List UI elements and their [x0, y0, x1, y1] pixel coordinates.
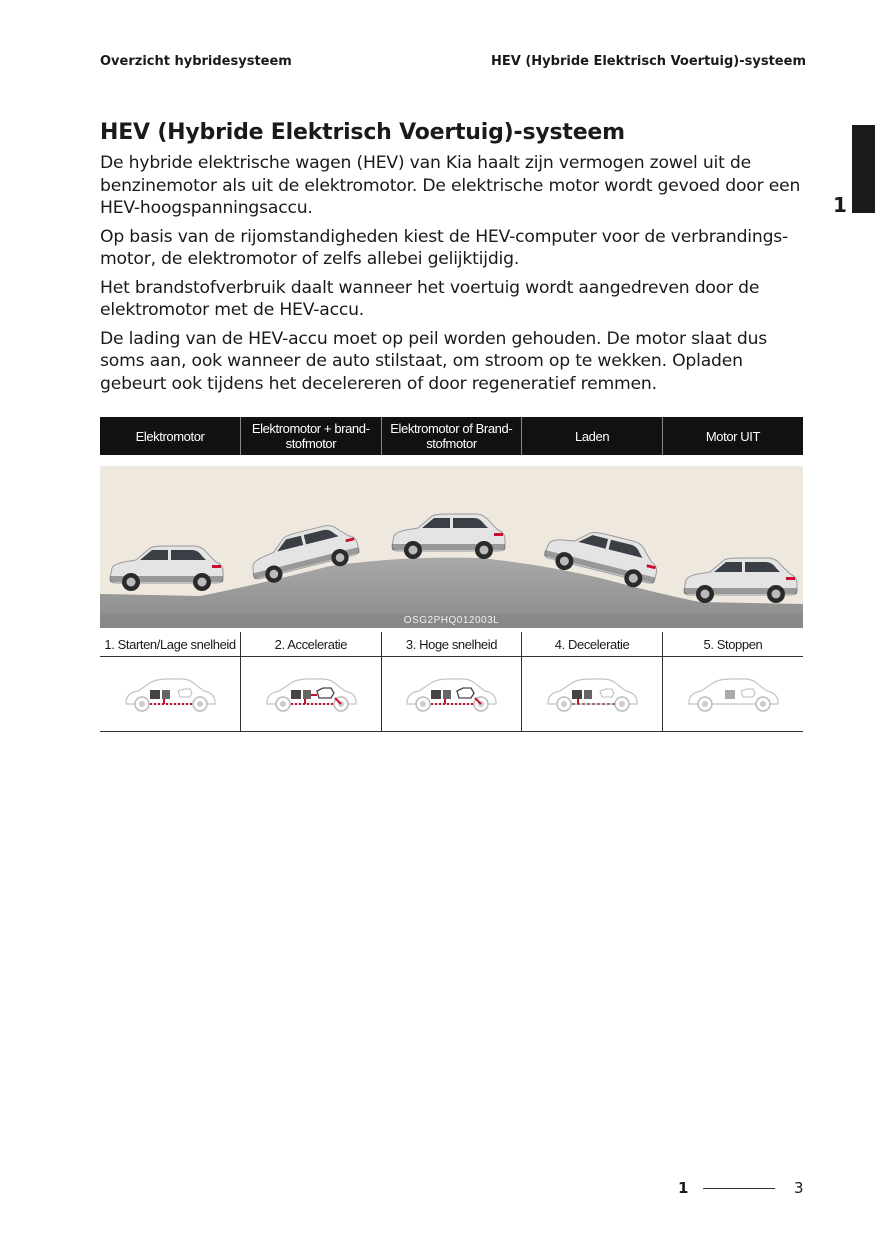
page-title: HEV (Hybride Elektrisch Voertuig)-systeem: [100, 120, 625, 145]
image-reference-code: OSG2PHQ012003L: [100, 614, 803, 628]
running-header-left: Overzicht hybridesysteem: [100, 54, 292, 69]
mode-header-combined: Elektromotor + brandstofmotor: [241, 417, 382, 455]
phase-label: 3. Hoge snelheid: [381, 632, 522, 657]
paragraph: De hybride elektrische wagen (HEV) van Kia haalt zijn vermogen zowel uit de benzinemotor als uit de elektromotor. De elektrische motor wordt gevoed door een HEV-hoogspanningsaccu.: [100, 153, 801, 218]
footer-page-number: 3: [794, 1179, 804, 1197]
drive-mode-header-table: [100, 417, 803, 455]
mode-header-either: Elektromotor of Brandstofmotor: [381, 417, 522, 455]
paragraph: Op basis van de rijomstandigheden kiest de HEV-computer voor de verbrandingsmotor, de elektromotor of zelfs allebei gelijktijdig.: [100, 226, 789, 269]
paragraph: De lading van de HEV-accu moet op peil worden gehouden. De motor slaat dus soms aan, ook wanneer de auto stilstaat, om stroom op te wekken. Opladen gebeurt ook tijdens het decelereren of door regeneratief remmen.: [100, 328, 768, 394]
phase-label: 1. Starten/Lage snelheid: [100, 632, 241, 657]
chapter-tab-number: 1: [833, 193, 847, 217]
mode-header-electric: Elektromotor: [100, 417, 241, 455]
mode-header-charging: Laden: [522, 417, 663, 455]
phase-label: 4. Deceleratie: [522, 632, 663, 657]
chapter-tab-marker: [852, 125, 875, 213]
car-powerflow-electric-icon: [120, 673, 220, 713]
car-powerflow-highspeed-icon: [401, 673, 501, 713]
footer-divider: [703, 1188, 775, 1189]
phase-label: 2. Acceleratie: [241, 632, 382, 657]
car-powerflow-off-icon: [683, 673, 783, 713]
car-powerflow-combined-icon: [261, 673, 361, 713]
body-text: [100, 152, 805, 401]
mode-header-engine-off: Motor UIT: [662, 417, 803, 455]
driving-phase-table: [100, 632, 803, 732]
paragraph: Het brandstofverbruik daalt wanneer het voertuig wordt aangedreven door de elektromotor met de HEV-accu.: [100, 277, 760, 320]
driving-phases-illustration: [100, 466, 803, 628]
footer-chapter-number: 1: [678, 1179, 689, 1197]
phase-label: 5. Stoppen: [662, 632, 803, 657]
running-header-right: HEV (Hybride Elektrisch Voertuig)-systeem: [491, 54, 806, 69]
car-powerflow-regen-icon: [542, 673, 642, 713]
